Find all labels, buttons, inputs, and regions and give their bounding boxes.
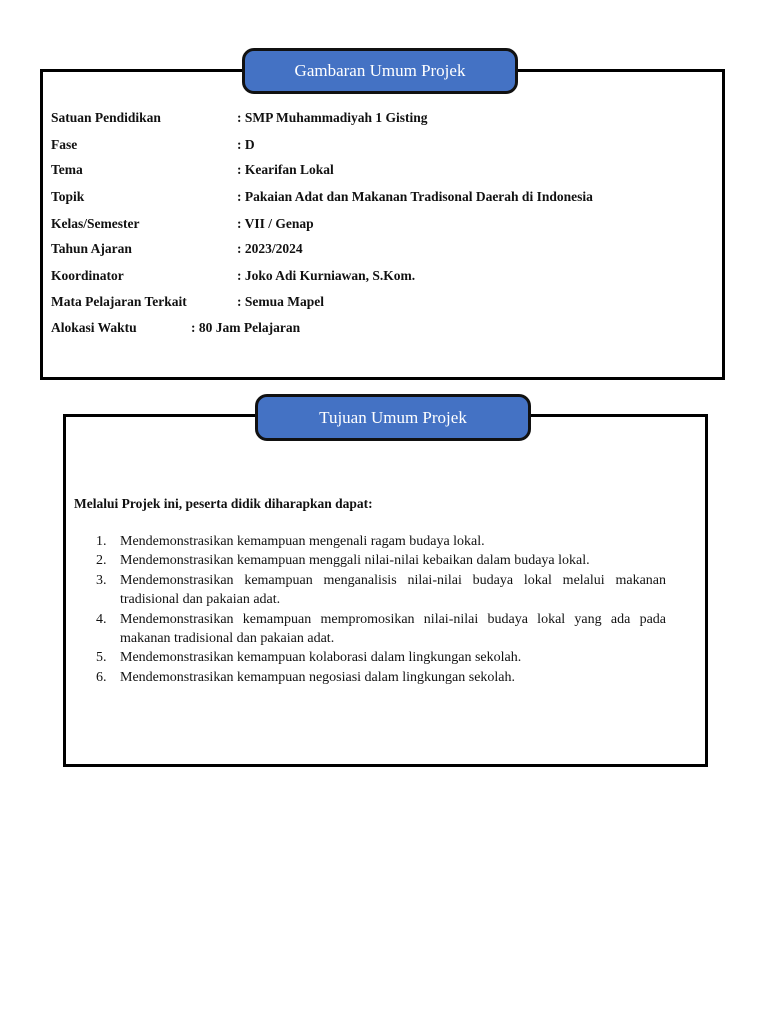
goal-number: 1. [96,534,107,549]
goal-item [96,668,666,687]
goals-list [96,532,666,687]
info-label: Tema [51,162,83,177]
goal-item [96,532,666,551]
overview-title: Gambaran Umum Projek [294,61,466,80]
goal-text: Mendemonstrasikan kemampuan mengenali ragam budaya lokal. [120,534,485,549]
goal-number: 3. [96,572,107,588]
info-value: : D [237,137,255,152]
info-label: Topik [51,189,85,204]
info-label: Mata Pelajaran Terkait [51,294,187,309]
goals-title-banner [255,394,531,441]
goal-text: Mendemonstrasikan kemampuan menganalisis nilai-nilai budaya lokal melalui makanan tradisional dan pakaian adat. [120,572,666,608]
goal-item [96,610,666,649]
goals-intro: Melalui Projek ini, peserta didik diharapkan dapat: [74,496,373,511]
info-value: : 80 Jam Pelajaran [191,320,301,335]
info-value: : Joko Adi Kurniawan, S.Kom. [237,268,416,283]
goal-item [96,571,666,610]
goal-number: 4. [96,611,107,627]
info-label: Fase [51,137,78,152]
goal-text: Mendemonstrasikan kemampuan menggali nilai-nilai kebaikan dalam budaya lokal. [120,553,590,569]
overview-title-banner [242,48,518,94]
goals-title: Tujuan Umum Projek [319,407,467,427]
info-label: Koordinator [51,268,124,283]
info-value: : SMP Muhammadiyah 1 Gisting [237,110,428,125]
goal-item [96,551,666,570]
info-label: Kelas/Semester [51,216,140,231]
goal-number: 5. [96,650,107,666]
info-label: Satuan Pendidikan [51,110,161,125]
info-value: : Semua Mapel [237,294,324,309]
goal-text: Mendemonstrasikan kemampuan negosiasi dalam lingkungan sekolah. [120,669,516,685]
info-label: Tahun Ajaran [51,241,132,256]
goal-number: 2. [96,553,107,569]
goal-text: Mendemonstrasikan kemampuan mempromosikan nilai-nilai budaya lokal yang ada pada makanan tradisional dan pakaian adat. [120,611,666,647]
goal-number: 6. [96,669,107,685]
info-label: Alokasi Waktu [51,320,137,335]
goal-text: Mendemonstrasikan kemampuan kolaborasi dalam lingkungan sekolah. [120,650,522,666]
info-value: : Kearifan Lokal [237,162,334,177]
goal-item [96,648,666,667]
info-value: : Pakaian Adat dan Makanan Tradisonal Daerah di Indonesia [237,189,593,204]
info-value: : 2023/2024 [237,241,303,256]
info-value: : VII / Genap [237,216,314,231]
